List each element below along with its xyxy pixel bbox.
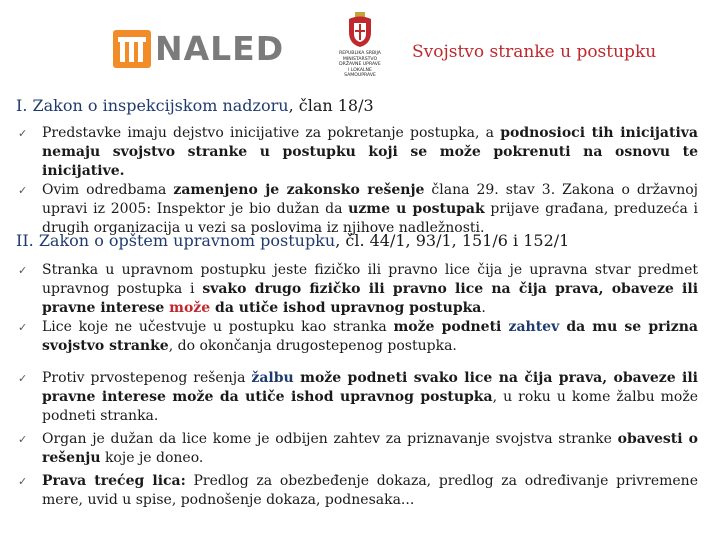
checkmark-icon: ✓ (18, 127, 28, 140)
list-item: ✓ Protiv prvostepenog rešenja žalbu može podneti svako lice na čija prava, obaveze ili pravne interese može da utiče ishod upravnog postupka, u roku u kome žalbu može podneti stranka. (18, 370, 699, 424)
section-1-title-main: I. Zakon o inspekcijskom nadzoru (16, 96, 289, 115)
serbia-coat-of-arms-emblem (333, 12, 387, 79)
checkmark-icon: ✓ (18, 372, 28, 385)
section-2-title-main: II. Zakon o opštem upravnom postupku (16, 231, 336, 250)
checkmark-icon: ✓ (18, 321, 28, 334)
list-item: ✓ Organ je dužan da lice kome je odbijen zahtev za priznavanje svojstva stranke obavesti o rešenju koje je doneo. (18, 431, 698, 466)
naled-logo-mark (113, 30, 151, 68)
naled-logo (113, 30, 284, 68)
checkmark-icon: ✓ (18, 184, 28, 197)
coat-of-arms-icon (347, 12, 373, 48)
list-item: ✓ Prava trećeg lica: Predlog za obezbeđenje dokaza, predlog za određivanje privremene mere, uvid u spise, podnošenje dokaza, podnesaka... (18, 473, 698, 508)
emblem-caption: REPUBLIKA SRBIJA MINISTARSTVO DRŽAVNE UPRAVE I LOKALNE SAMOUPRAVE (339, 51, 381, 79)
list-item: ✓ Stranka u upravnom postupku jeste fizičko ili pravno lice čija je upravna stvar predmet upravnog postupka i svako drugo fizičko ili pravno lice na čija prava, obaveze ili pravne interese može da utiče ishod upravnog postupka. (18, 262, 699, 316)
section-1-title-ref: , član 18/3 (288, 96, 374, 115)
section-1-title (16, 96, 374, 115)
checkmark-icon: ✓ (18, 475, 28, 488)
section-1-list (18, 124, 698, 238)
list-item: ✓ Lice koje ne učestvuje u postupku kao stranka može podneti zahtev da mu se prizna svojstvo stranke, do okončanja drugostepenog postupka. (18, 319, 698, 354)
checkmark-icon: ✓ (18, 433, 28, 446)
checkmark-icon: ✓ (18, 264, 28, 277)
list-item: ✓ Predstavke imaju dejstvo inicijative za pokretanje postupka, a podnosioci tih inicijativa nemaju svojstvo stranke u postupku koji se može pokrenuti na osnovu te inicijative. (18, 125, 698, 179)
naled-logo-wordmark: NALED (155, 29, 285, 68)
section-2-title-ref: , čl. 44/1, 93/1, 151/6 i 152/1 (335, 231, 570, 250)
list-item: ✓ Ovim odredbama zamenjeno je zakonsko rešenje člana 29. stav 3. Zakona o državnoj upravi iz 2005: Inspektor je bio dužan da uzme u postupak prijave građana, preduzeća i drugih organizacija u vezi sa poslovima iz njihove nadležnosti. (18, 182, 698, 236)
slide-title: Svojstvo stranke u postupku (412, 42, 657, 62)
section-2-list (18, 261, 698, 510)
section-2-title (16, 231, 569, 250)
